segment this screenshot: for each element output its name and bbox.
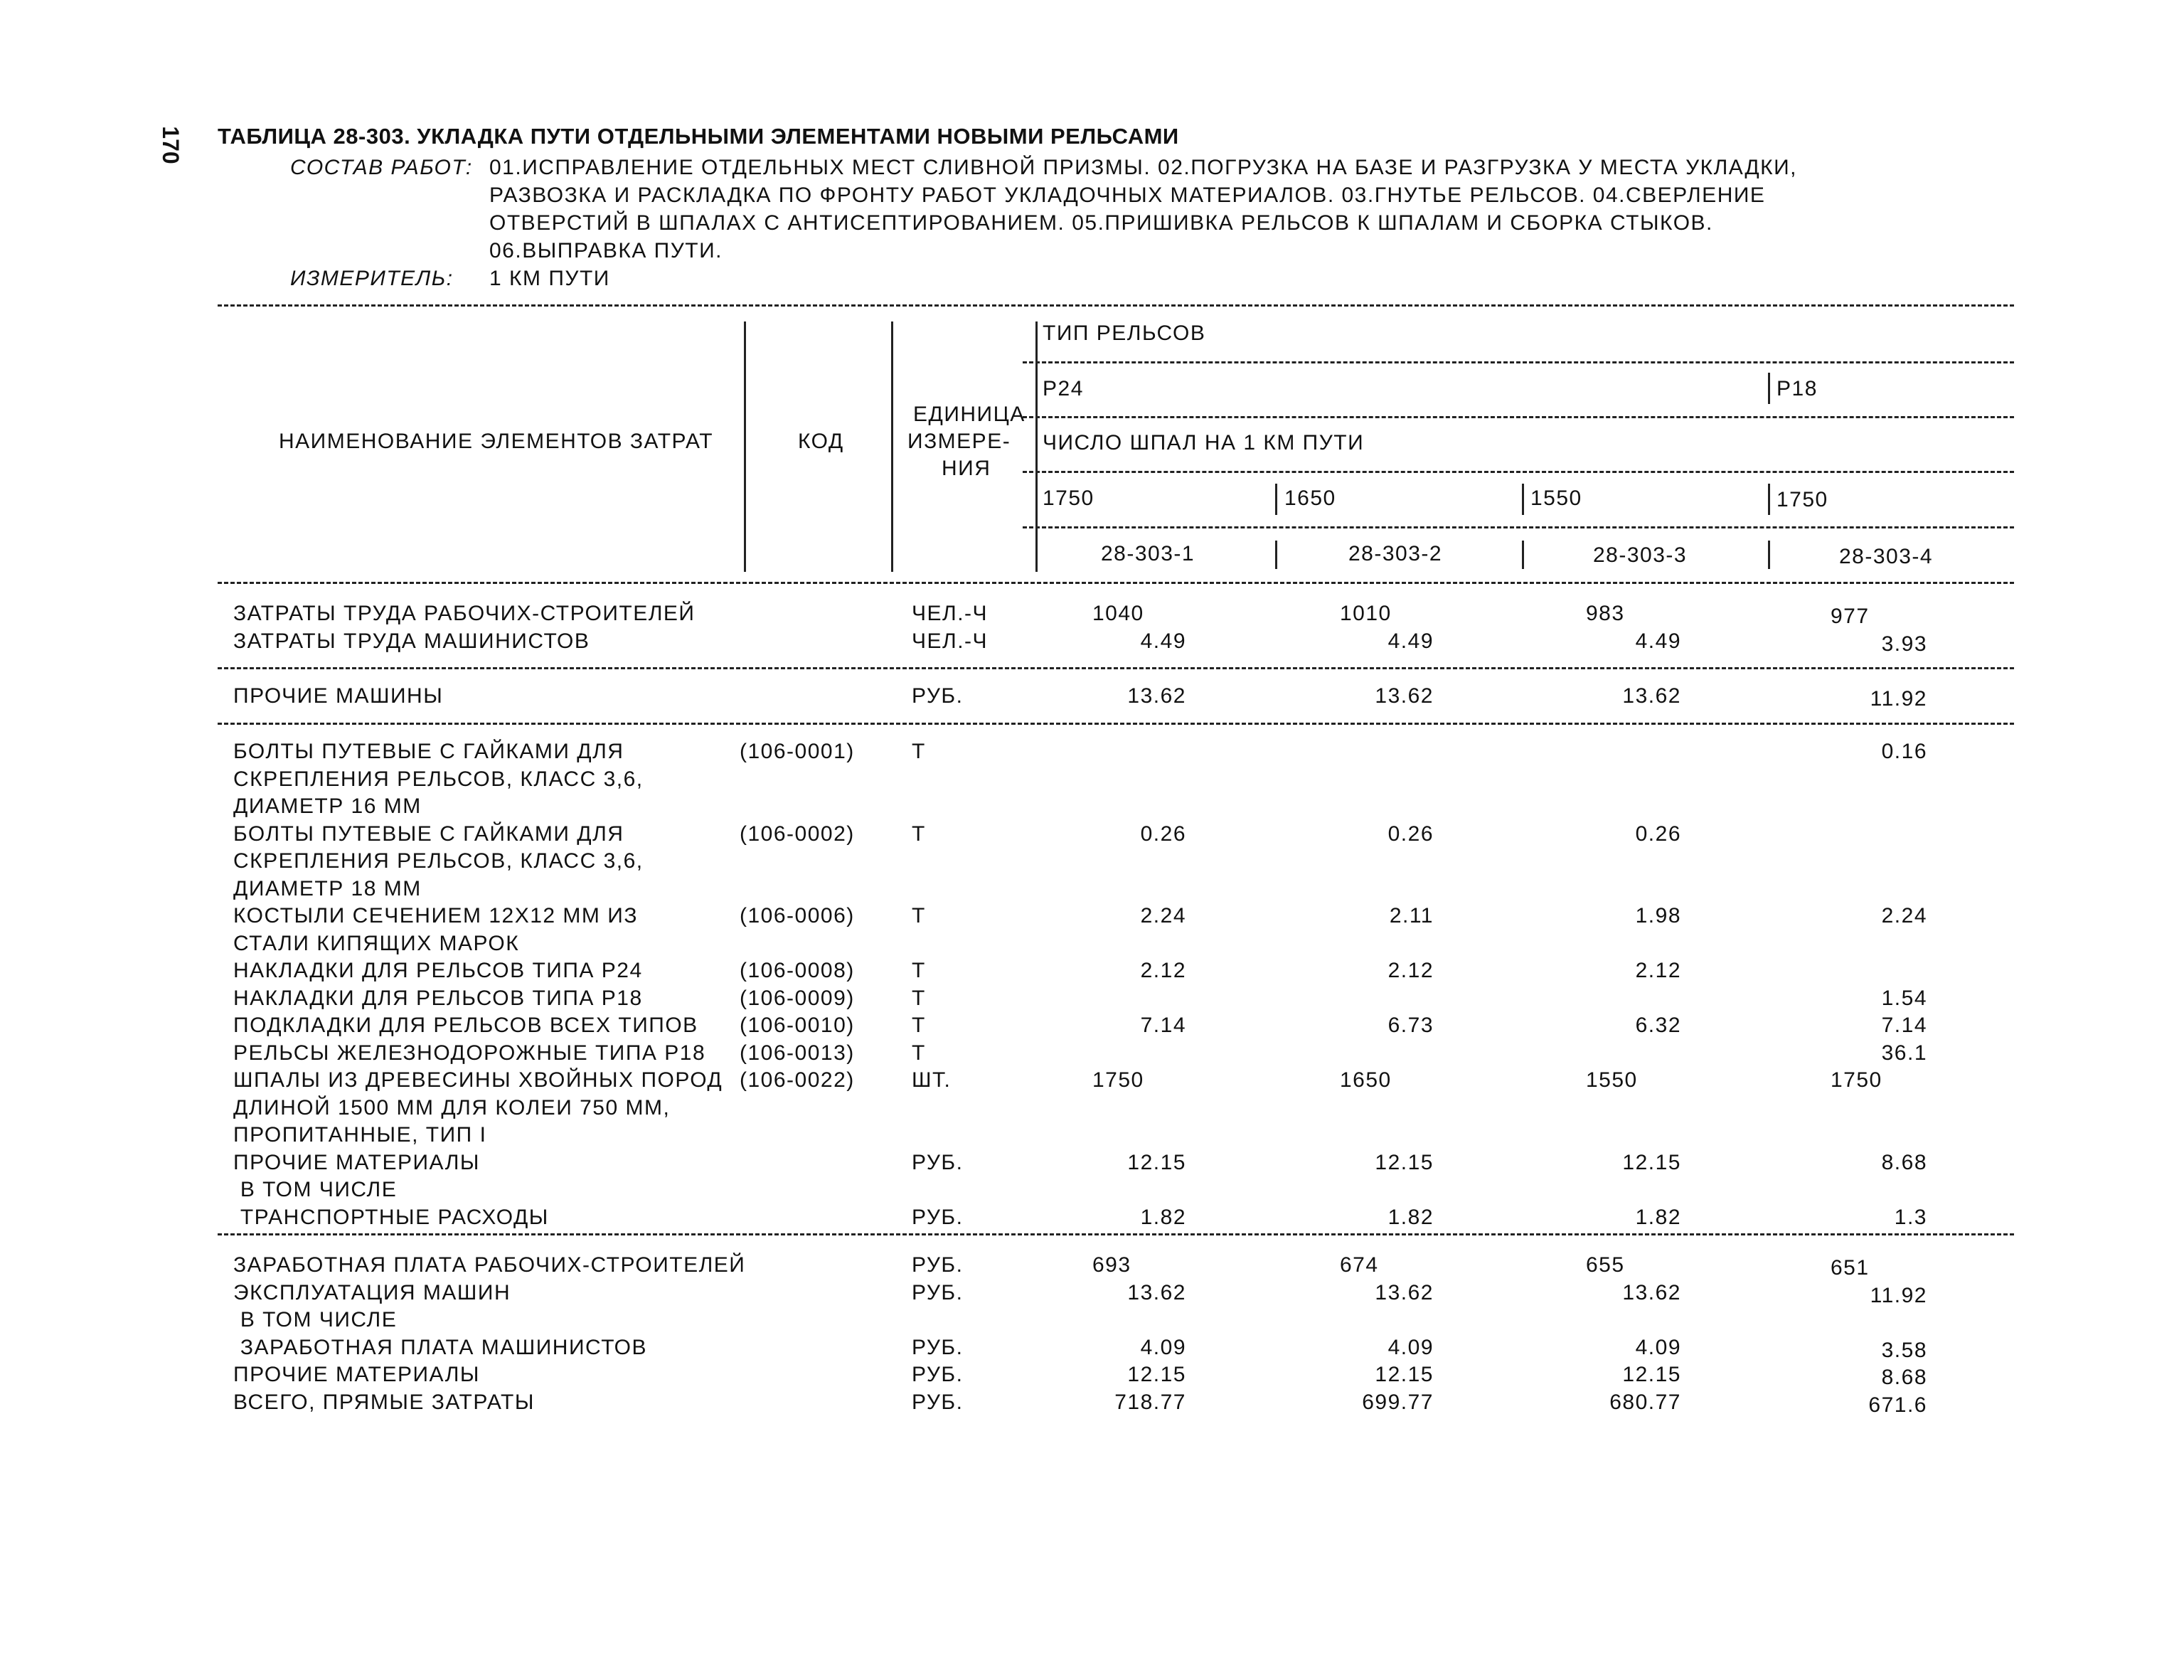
row-value: 977 [1831, 605, 1870, 628]
composition-line: РАЗВОЗКА И РАСКЛАДКА ПО ФРОНТУ РАБОТ УКЛАДОЧНЫХ МАТЕРИАЛОВ. 03.ГНУТЬЕ РЕЛЬСОВ. 04.СВЕРЛЕНИЕ [489, 184, 1766, 207]
row-value: 6.32 [1635, 1014, 1681, 1037]
row-value: 1750 [1831, 1068, 1882, 1092]
row-value: 13.62 [1375, 1280, 1434, 1304]
row-name: ПРОЧИЕ МАТЕРИАЛЫ [233, 1150, 480, 1174]
row-code: (106-0008) [740, 959, 855, 982]
row-value: 983 [1586, 602, 1625, 625]
row-name: ЭКСПЛУАТАЦИЯ МАШИН [233, 1280, 511, 1304]
row-value: 3.58 [1881, 1338, 1927, 1362]
section-rule [218, 1233, 2014, 1235]
column-divider [1522, 541, 1524, 569]
row-value: 1.54 [1881, 986, 1927, 1010]
row-unit: РУБ. [912, 1150, 964, 1174]
row-unit: Т [912, 740, 926, 763]
row-value: 13.62 [1375, 684, 1434, 708]
row-name: БОЛТЫ ПУТЕВЫЕ С ГАЙКАМИ ДЛЯ [233, 822, 624, 846]
row-value: 4.49 [1140, 629, 1186, 653]
row-value: 7.14 [1140, 1014, 1186, 1037]
header-rail-type: ТИП РЕЛЬСОВ [1043, 321, 1206, 345]
row-name: ДЛИНОЙ 1500 ММ ДЛЯ КОЛЕИ 750 ММ, [233, 1095, 671, 1120]
row-value: 1040 [1092, 602, 1144, 625]
row-value: 1.82 [1140, 1205, 1186, 1229]
row-name: РЕЛЬСЫ ЖЕЛЕЗНОДОРОЖНЫЕ ТИПА Р18 [233, 1041, 706, 1065]
row-unit: РУБ. [912, 1280, 964, 1304]
row-value: 1.3 [1894, 1205, 1927, 1229]
row-value: 0.26 [1387, 822, 1434, 846]
row-name: НАКЛАДКИ ДЛЯ РЕЛЬСОВ ТИПА Р18 [233, 986, 643, 1010]
row-value: 12.15 [1375, 1150, 1434, 1174]
row-unit: РУБ. [912, 1390, 964, 1414]
row-unit: Т [912, 904, 926, 927]
row-name: ЗАТРАТЫ ТРУДА МАШИНИСТОВ [233, 629, 590, 653]
row-value: 4.09 [1387, 1335, 1434, 1359]
row-value: 1.82 [1635, 1205, 1681, 1229]
row-name: БОЛТЫ ПУТЕВЫЕ С ГАЙКАМИ ДЛЯ [233, 740, 624, 763]
row-value: 2.12 [1140, 959, 1186, 982]
row-value: 12.15 [1127, 1363, 1186, 1386]
row-value: 0.26 [1635, 822, 1681, 846]
row-name: ШПАЛЫ ИЗ ДРЕВЕСИНЫ ХВОЙНЫХ ПОРОД [233, 1068, 723, 1092]
row-name: ПОДКЛАДКИ ДЛЯ РЕЛЬСОВ ВСЕХ ТИПОВ [233, 1014, 698, 1037]
row-value: 2.12 [1635, 959, 1681, 982]
row-value: 11.92 [1870, 1283, 1927, 1307]
header-code: 28-303-1 [1101, 542, 1195, 565]
row-value: 13.62 [1127, 684, 1186, 708]
header-subrule [1023, 526, 2014, 528]
header-unit-col: НИЯ [942, 457, 991, 480]
header-sleeper-count: 1750 [1043, 487, 1094, 510]
row-value: 4.49 [1635, 629, 1681, 653]
row-value: 4.49 [1387, 629, 1434, 653]
composition-label: СОСТАВ РАБОТ: [290, 156, 473, 179]
header-sleepers: ЧИСЛО ШПАЛ НА 1 КМ ПУТИ [1043, 431, 1365, 454]
row-value: 4.09 [1140, 1335, 1186, 1359]
header-code: 28-303-4 [1839, 545, 1934, 568]
measure-label: ИЗМЕРИТЕЛЬ: [290, 267, 454, 290]
section-rule [218, 723, 2014, 725]
row-name: В ТОМ ЧИСЛЕ [233, 1308, 398, 1331]
row-name: НАКЛАДКИ ДЛЯ РЕЛЬСОВ ТИПА Р24 [233, 959, 643, 982]
header-sleeper-count: 1750 [1777, 488, 1828, 511]
row-value: 2.11 [1389, 904, 1434, 927]
row-code: (106-0009) [740, 986, 855, 1010]
header-subrule [1023, 416, 2014, 418]
column-divider [1275, 484, 1277, 515]
header-rail-p18: Р18 [1777, 377, 1818, 400]
row-unit: ЧЕЛ.-Ч [912, 629, 989, 653]
row-name: ПРОПИТАННЫЕ, ТИП I [233, 1123, 487, 1147]
section-rule [218, 667, 2014, 669]
row-unit: РУБ. [912, 1253, 964, 1277]
work-composition [290, 154, 1926, 292]
header-top-rule [218, 304, 2014, 307]
header-subrule [1023, 471, 2014, 473]
row-code: (106-0013) [740, 1041, 855, 1065]
row-name: КОСТЫЛИ СЕЧЕНИЕМ 12Х12 ММ ИЗ [233, 904, 638, 927]
column-divider [1768, 541, 1770, 569]
row-name: СТАЛИ КИПЯЩИХ МАРОК [233, 931, 520, 955]
row-unit: ЧЕЛ.-Ч [912, 602, 989, 625]
header-bottom-rule [218, 582, 2014, 584]
row-code: (106-0002) [740, 822, 855, 846]
row-name: ЗАРАБОТНАЯ ПЛАТА МАШИНИСТОВ [233, 1335, 648, 1359]
row-name: ЗАТРАТЫ ТРУДА РАБОЧИХ-СТРОИТЕЛЕЙ [233, 602, 696, 625]
row-value: 651 [1831, 1256, 1870, 1280]
header-code: 28-303-3 [1593, 543, 1688, 567]
row-value: 12.15 [1375, 1363, 1434, 1386]
header-code-col: КОД [798, 430, 844, 453]
row-unit: РУБ. [912, 684, 964, 708]
row-value: 3.93 [1881, 632, 1927, 656]
row-unit: РУБ. [912, 1335, 964, 1359]
composition-line: ОТВЕРСТИЙ В ШПАЛАХ С АНТИСЕПТИРОВАНИЕМ. 05.ПРИШИВКА РЕЛЬСОВ К ШПАЛАМ И СБОРКА СТЫКОВ. [489, 211, 1713, 235]
row-unit: РУБ. [912, 1363, 964, 1386]
row-value: 13.62 [1622, 684, 1681, 708]
row-unit: ШТ. [912, 1068, 952, 1092]
row-name: В ТОМ ЧИСЛЕ [233, 1178, 398, 1201]
column-divider [891, 321, 893, 572]
row-name: СКРЕПЛЕНИЯ РЕЛЬСОВ, КЛАСС 3,6, [233, 767, 644, 791]
header-subrule [1023, 361, 2014, 363]
row-unit: Т [912, 1014, 926, 1037]
table-title: ТАБЛИЦА 28-303. УКЛАДКА ПУТИ ОТДЕЛЬНЫМИ ЭЛЕМЕНТАМИ НОВЫМИ РЕЛЬСАМИ [218, 124, 1179, 149]
row-name: ДИАМЕТР 18 ММ [233, 876, 422, 900]
row-value: 4.09 [1635, 1335, 1681, 1359]
row-value: 1650 [1340, 1068, 1392, 1092]
row-value: 6.73 [1387, 1014, 1434, 1037]
row-code: (106-0010) [740, 1014, 855, 1037]
row-value: 693 [1092, 1253, 1131, 1277]
row-value: 0.16 [1881, 740, 1927, 763]
measure-value: 1 КМ ПУТИ [489, 267, 610, 290]
row-value: 12.15 [1127, 1150, 1186, 1174]
row-value: 2.12 [1387, 959, 1434, 982]
column-divider [1768, 484, 1770, 515]
row-unit: РУБ. [912, 1205, 964, 1229]
header-unit-col: ИЗМЕРЕ- [907, 430, 1011, 453]
row-name: ВСЕГО, ПРЯМЫЕ ЗАТРАТЫ [233, 1390, 535, 1414]
column-divider [744, 321, 746, 572]
row-value: 13.62 [1127, 1280, 1186, 1304]
composition-line: 06.ВЫПРАВКА ПУТИ. [489, 239, 723, 262]
row-unit: Т [912, 822, 926, 846]
row-value: 13.62 [1622, 1280, 1681, 1304]
row-value: 699.77 [1362, 1390, 1434, 1414]
row-value: 1550 [1586, 1068, 1638, 1092]
row-code: (106-0022) [740, 1068, 855, 1092]
header-name-col: НАИМЕНОВАНИЕ ЭЛЕМЕНТОВ ЗАТРАТ [279, 430, 714, 453]
row-value: 1750 [1092, 1068, 1144, 1092]
row-unit: Т [912, 959, 926, 982]
header-sleeper-count: 1550 [1530, 487, 1582, 510]
row-value: 655 [1586, 1253, 1625, 1277]
row-code: (106-0001) [740, 740, 855, 763]
row-value: 1.98 [1635, 904, 1681, 927]
row-value: 2.24 [1140, 904, 1186, 927]
header-unit-col: ЕДИНИЦА [913, 403, 1026, 426]
row-unit: Т [912, 1041, 926, 1065]
row-value: 680.77 [1609, 1390, 1681, 1414]
row-value: 7.14 [1881, 1014, 1927, 1037]
row-unit: Т [912, 986, 926, 1010]
row-name: ДИАМЕТР 16 ММ [233, 794, 422, 818]
page-number: 170 [158, 126, 184, 164]
row-value: 11.92 [1870, 687, 1927, 711]
row-value: 12.15 [1622, 1150, 1681, 1174]
row-value: 671.6 [1868, 1393, 1927, 1417]
row-value: 8.68 [1881, 1366, 1927, 1389]
row-value: 2.24 [1881, 904, 1927, 927]
row-value: 1.82 [1387, 1205, 1434, 1229]
column-divider [1768, 373, 1770, 404]
row-name: СКРЕПЛЕНИЯ РЕЛЬСОВ, КЛАСС 3,6, [233, 849, 644, 873]
row-value: 36.1 [1881, 1041, 1927, 1065]
column-divider [1522, 484, 1524, 515]
row-value: 8.68 [1881, 1150, 1927, 1174]
row-value: 718.77 [1114, 1390, 1186, 1414]
row-value: 0.26 [1140, 822, 1186, 846]
column-divider [1035, 321, 1038, 572]
row-name: ПРОЧИЕ МАТЕРИАЛЫ [233, 1363, 480, 1386]
row-name: ПРОЧИЕ МАШИНЫ [233, 684, 444, 708]
composition-line: 01.ИСПРАВЛЕНИЕ ОТДЕЛЬНЫХ МЕСТ СЛИВНОЙ ПРИЗМЫ. 02.ПОГРУЗКА НА БАЗЕ И РАЗГРУЗКА У МЕСТА УКЛАДКИ, [489, 156, 1798, 179]
column-divider [1275, 541, 1277, 569]
row-value: 674 [1340, 1253, 1379, 1277]
row-code: (106-0006) [740, 904, 855, 927]
row-name: ТРАНСПОРТНЫЕ РАСХОДЫ [233, 1205, 549, 1229]
row-name: ЗАРАБОТНАЯ ПЛАТА РАБОЧИХ-СТРОИТЕЛЕЙ [233, 1253, 746, 1277]
header-rail-p24: Р24 [1043, 377, 1084, 400]
header-code: 28-303-2 [1348, 542, 1443, 565]
row-value: 1010 [1340, 602, 1392, 625]
header-sleeper-count: 1650 [1284, 487, 1336, 510]
row-value: 12.15 [1622, 1363, 1681, 1386]
